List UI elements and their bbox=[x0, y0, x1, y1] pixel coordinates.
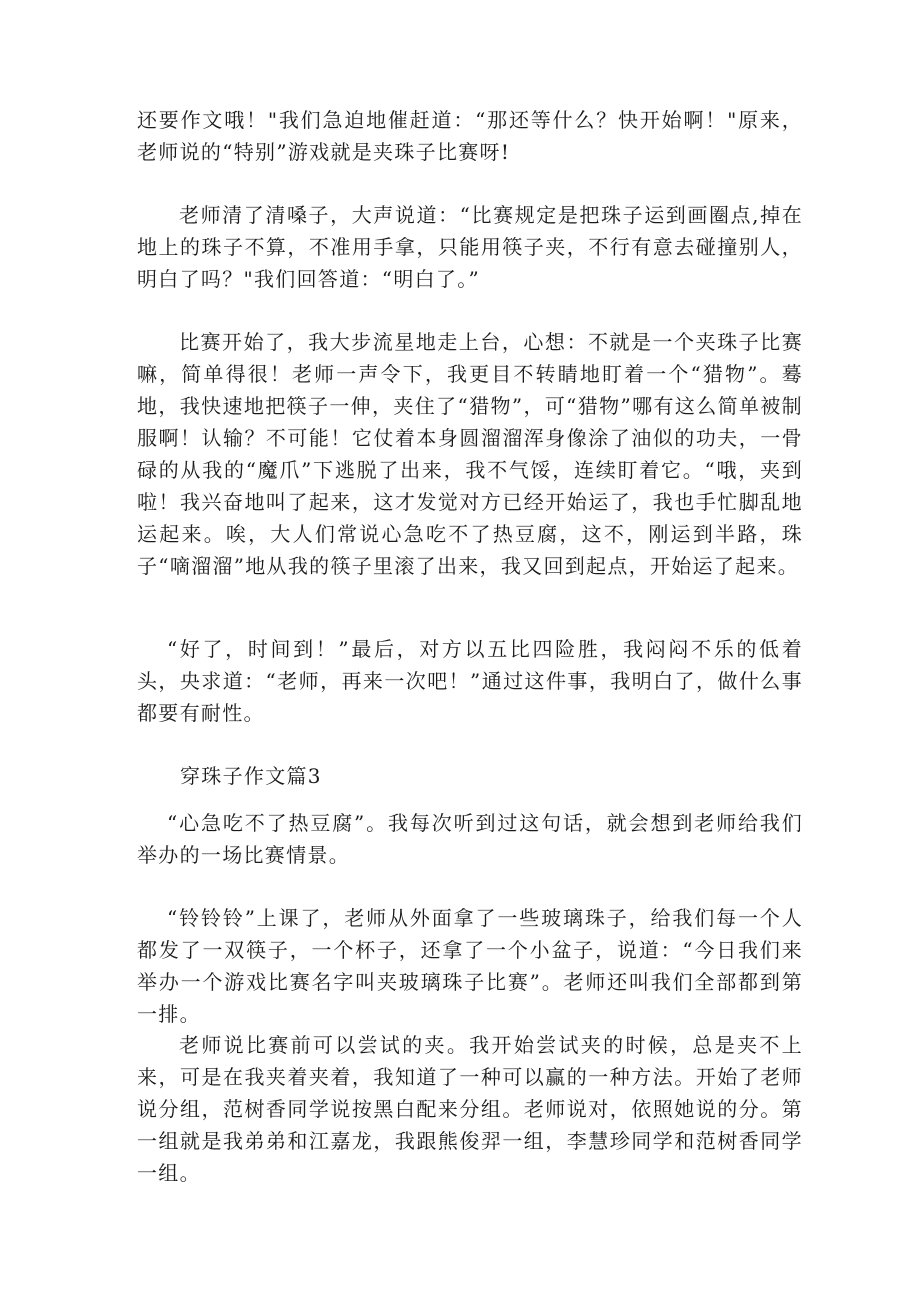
paragraph-3: 比赛开始了，我大步流星地走上台，心想：不就是一个夹珠子比赛嘛，简单得很！老师一声令下，我更目不转睛地盯着一个“猎物”。蓦地，我快速地把筷子一伸，夹住了“猎物”，可“猎物”哪有这么简单被制服啊！认输？不可能！它仗着本身圆溜溜浑身像涂了油似的功夫，一骨碌的从我的“魔爪”下逃脱了出来，我不气馁，连续盯着它。“哦，夹到啦！我兴奋地叫了起来，这才发觉对方已经开始运了，我也手忙脚乱地运起来。唉，大人们常说心急吃不了热豆腐，这不，刚运到半路，珠子“嘀溜溜”地从我的筷子里滚了出来，我又回到起点，开始运了起来。 bbox=[137, 330, 803, 578]
section-heading: 穿珠子作文篇3 bbox=[180, 764, 322, 788]
paragraph-6: “铃铃铃”上课了，老师从外面拿了一些玻璃珠子，给我们每一个人都发了一双筷子，一个杯子，还拿了一个小盆子，说道：“今日我们来举办一个游戏比赛名字叫夹玻璃珠子比赛”。老师还叫我们全部都到第一排。 bbox=[137, 906, 803, 1026]
paragraph-4: “好了，时间到！”最后，对方以五比四险胜，我闷闷不乐的低着头，央求道：“老师，再来一次吧！”通过这件事，我明白了，做什么事都要有耐性。 bbox=[137, 637, 803, 725]
paragraph-5: “心急吃不了热豆腐”。我每次听到过这句话，就会想到老师给我们举办的一场比赛情景。 bbox=[137, 811, 803, 867]
paragraph-1: 还要作文哦！"我们急迫地催赶道：“那还等什么？快开始啊！"原来，老师说的“特别”游戏就是夹珠子比赛呀! bbox=[137, 108, 803, 164]
paragraph-7: 老师说比赛前可以尝试的夹。我开始尝试夹的时候，总是夹不上来，可是在我夹着夹着，我知道了一种可以赢的一种方法。开始了老师说分组，范树香同学说按黑白配来分组。老师说对，依照她说的分。第一组就是我弟弟和江嘉龙，我跟熊俊羿一组，李慧珍同学和范树香同学一组。 bbox=[137, 1033, 803, 1185]
paragraph-2: 老师清了清嗓子，大声说道：“比赛规定是把珠子运到画圈点,掉在地上的珠子不算，不准用手拿，只能用筷子夹，不行有意去碰撞别人，明白了吗？"我们回答道：“明白了。” bbox=[137, 203, 803, 291]
